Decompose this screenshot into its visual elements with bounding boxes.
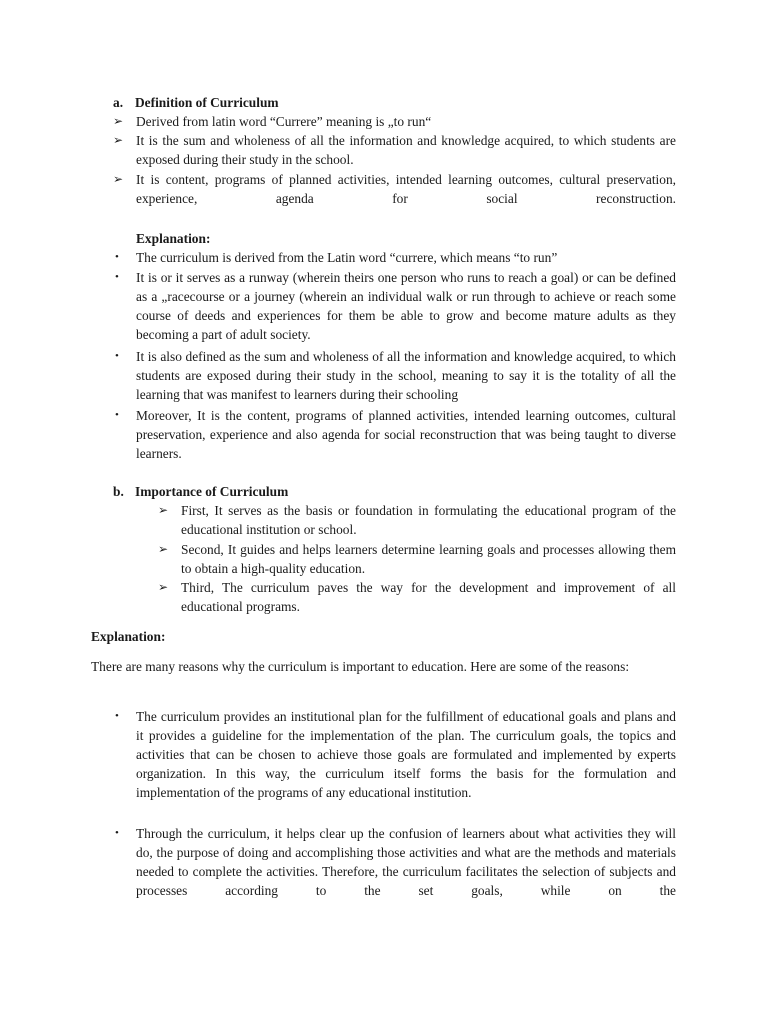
definition-point <box>113 170 676 208</box>
importance-point-text: Third, The curriculum paves the way for the development and improvement of all educational programs. <box>181 580 676 614</box>
bullet-icon: • <box>115 350 119 362</box>
explanation-bullet-text: It is also defined as the sum and wholeness of all the information and knowledge acquired, to which students are exposed during their study in the school, meaning to say it is the totality of all the learning that was manifest to learners during their schooling <box>136 349 676 402</box>
importance-point-text: Second, It guides and helps learners determine learning goals and processes allowing them to obtain a high-quality education. <box>181 542 676 576</box>
explanation-bullet-text: Through the curriculum, it helps clear up the confusion of learners about what activities they will do, the purpose of doing and accomplishing those activities and what are the methods and materials needed to complete the activities. Therefore, the curriculum facilitates the selection of subjects and processes according to the set goals, while on the <box>136 826 676 898</box>
bullet-icon: • <box>115 271 119 283</box>
arrow-bullet-icon: ➢ <box>113 172 124 186</box>
importance-point <box>158 540 676 578</box>
arrow-bullet-icon: ➢ <box>113 133 124 147</box>
explanation-bullet <box>113 707 676 802</box>
definition-point-text: It is content, programs of planned activities, intended learning outcomes, cultural preservation, experience, agenda for social reconstruction. <box>136 172 676 206</box>
section-b-title: Importance of Curriculum <box>135 484 289 499</box>
bullet-icon: • <box>115 710 119 722</box>
explanation-bullet <box>113 824 676 900</box>
bullet-icon: • <box>115 409 119 421</box>
arrow-bullet-icon: ➢ <box>158 542 169 556</box>
explanation-bullet-text: Moreover, It is the content, programs of planned activities, intended learning outcomes, cultural preservation, experience and also agenda for social reconstruction that was being taught to diverse learners. <box>136 408 676 461</box>
explanation-bullet <box>113 347 676 404</box>
explanation-bullet-text: The curriculum is derived from the Latin word “currere, which means “to run” <box>136 250 558 265</box>
definition-point-text: Derived from latin word “Currere” meaning is „to run“ <box>136 114 432 129</box>
explanation-bullet <box>113 248 676 267</box>
section-a-title: Definition of Curriculum <box>135 95 279 110</box>
explanation-intro: There are many reasons why the curriculum is important to education. Here are some of the reasons: <box>91 659 630 674</box>
definition-point-text: It is the sum and wholeness of all the information and knowledge acquired, to which students are exposed during their study in the school. <box>136 133 676 167</box>
section-b-heading <box>113 482 288 501</box>
section-a-marker: a. <box>113 95 124 110</box>
explanation-bullet-text: The curriculum provides an institutional plan for the fulfillment of educational goals and plans and it provides a guideline for the implementation of the plan. The curriculum goals, the topics and activities that can be chosen to achieve those goals are formulated and implemented by experts organization. In this way, the curriculum itself forms the basis for the formulation and implementation of the programs of any educational institution. <box>136 709 676 800</box>
arrow-bullet-icon: ➢ <box>113 114 124 128</box>
section-a-heading <box>113 93 279 112</box>
definition-point <box>113 112 676 131</box>
bullet-icon: • <box>115 827 119 839</box>
section-a-explanation-heading: Explanation: <box>136 231 211 246</box>
definition-point <box>113 131 676 169</box>
explanation-bullet-text: It is or it serves as a runway (wherein theirs one person who runs to reach a goal) or can be defined as a „racecourse or a journey (wherein an individual walk or run through to achieve or reach some course of deeds and experiences for them be able to grow and become mature adults as they becoming a part of adult society. <box>136 270 676 342</box>
importance-point-text: First, It serves as the basis or foundation in formulating the educational program of the educational institution or school. <box>181 503 676 537</box>
section-b-marker: b. <box>113 484 124 499</box>
importance-point <box>158 578 676 616</box>
arrow-bullet-icon: ➢ <box>158 503 169 517</box>
bullet-icon: • <box>115 251 119 263</box>
explanation-bullet <box>113 406 676 463</box>
section-b-explanation-heading: Explanation: <box>91 629 166 644</box>
arrow-bullet-icon: ➢ <box>158 580 169 594</box>
importance-point <box>158 501 676 539</box>
explanation-bullet <box>113 268 676 344</box>
